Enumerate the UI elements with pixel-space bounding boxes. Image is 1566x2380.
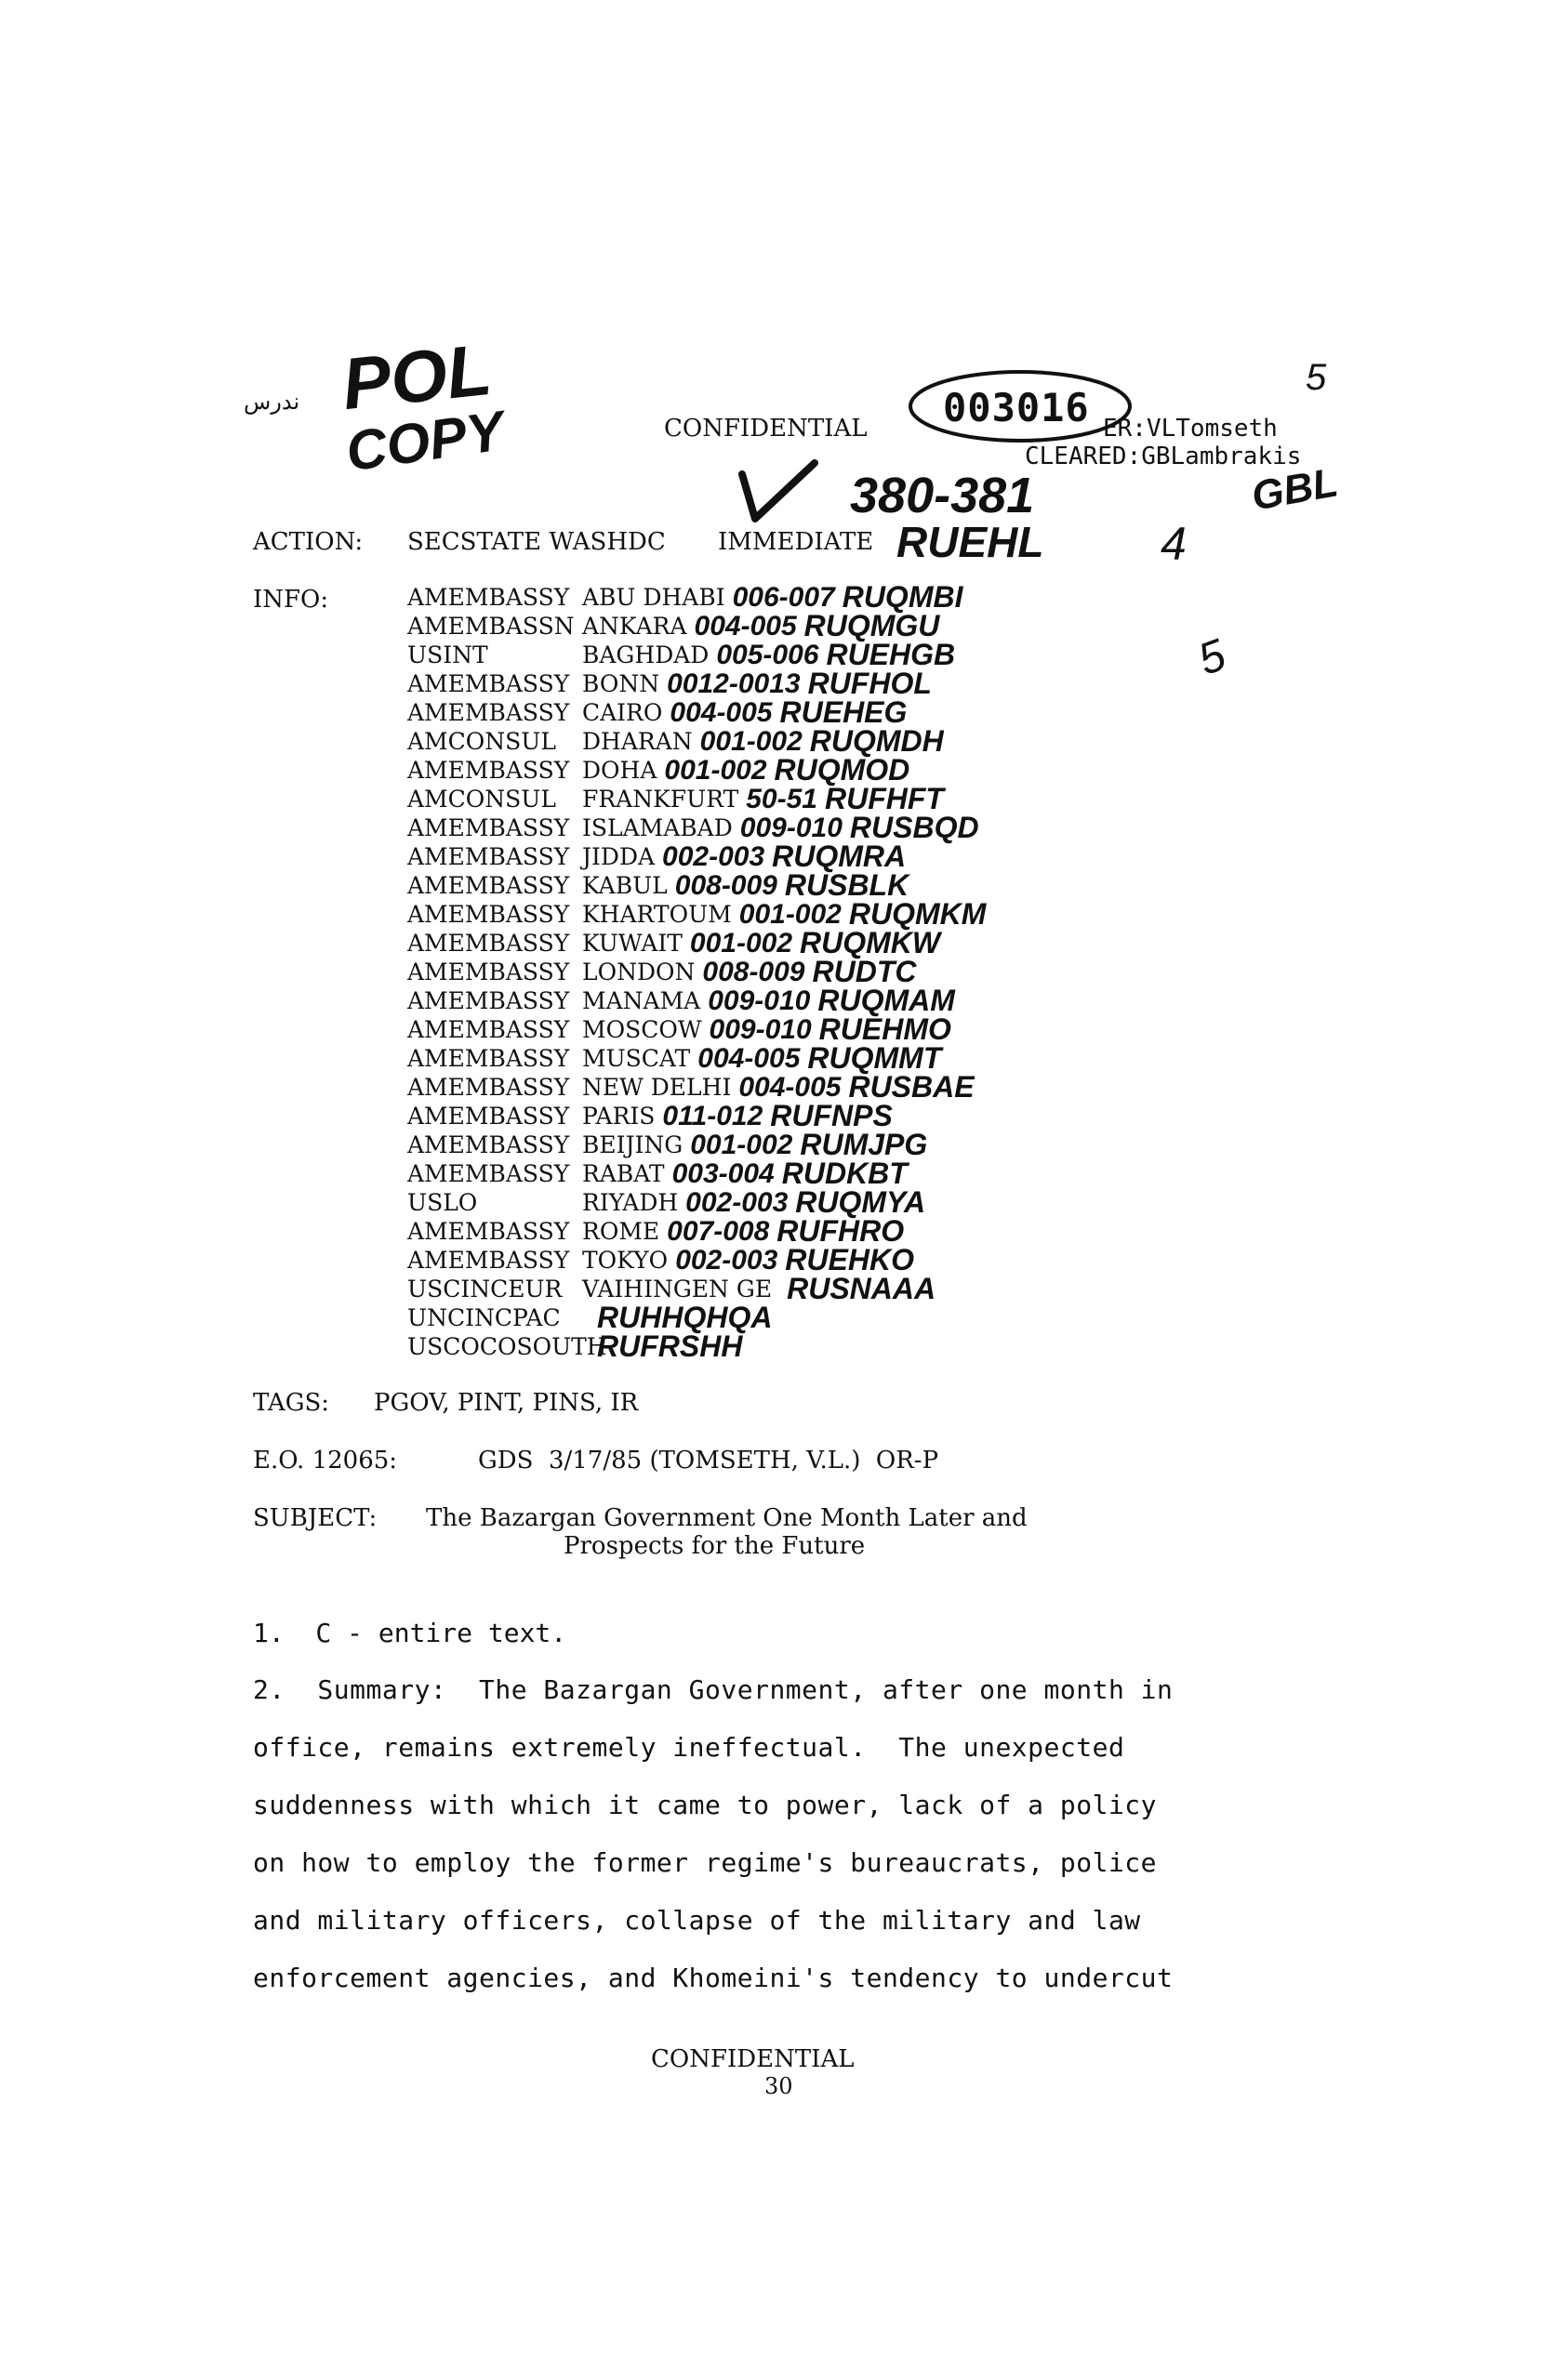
addressee-type: AMEMBASSY xyxy=(407,1045,570,1072)
addressee-city: NEW DELHI xyxy=(582,1074,732,1101)
handwritten-routing-indicator: RUEHMO xyxy=(818,1012,951,1046)
addressee-city: LONDON xyxy=(582,959,696,985)
info-addressee-row xyxy=(407,1303,1207,1332)
addressee-city: FRANKFURT xyxy=(582,786,739,813)
addressee-type: AMEMBASSY xyxy=(407,959,570,985)
handwritten-sequence-code: 002-003 xyxy=(662,840,765,872)
paragraph-line: and military officers, collapse of the military and law xyxy=(253,1904,1141,1936)
addressee-type: AMEMBASSY xyxy=(407,1247,570,1274)
addressee-city: RIYADH xyxy=(582,1189,679,1216)
info-addressee-row xyxy=(407,753,1207,787)
addressee-city: VAIHINGEN GE xyxy=(582,1276,773,1302)
paragraph-1: 1. C - entire text. xyxy=(253,1618,567,1648)
handwritten-sequence-code: 009-010 xyxy=(709,1013,812,1045)
paragraph-line: office, remains extremely ineffectual. The unexpected xyxy=(253,1731,1125,1763)
addressee-city: KHARTOUM xyxy=(582,901,732,928)
handwritten-telegram-range: 380-381 xyxy=(850,468,1035,523)
handwritten-top-left-mark: ندرس xyxy=(244,390,300,415)
handwritten-routing-indicator: RUSBLK xyxy=(784,868,909,902)
addressee-type: AMEMBASSY xyxy=(407,901,570,928)
handwritten-routing-indicator: RUFHRO xyxy=(776,1214,905,1248)
handwritten-routing-indicator: RUQMGU xyxy=(803,609,940,642)
info-addressee-row xyxy=(407,1130,1207,1159)
handwritten-sequence-code: 003-004 xyxy=(671,1157,775,1189)
handwritten-sequence-code: 005-006 xyxy=(716,639,819,670)
addressee-type: UNCINCPAC xyxy=(407,1304,561,1331)
page-number: 30 xyxy=(764,2073,793,2099)
info-addressee-row xyxy=(407,926,1207,959)
eo-value: GDS 3/17/85 (TOMSETH, V.L.) OR-P xyxy=(478,1447,939,1474)
handwritten-sequence-code: 001-002 xyxy=(690,1129,793,1160)
handwritten-routing-indicator: RUQMMT xyxy=(807,1041,942,1075)
addressee-type: USCOCOSOUTH xyxy=(407,1333,607,1360)
addressee-type: AMCONSUL xyxy=(407,728,556,755)
info-addressee-row xyxy=(407,580,1207,614)
handwritten-sequence-code: 0012-0013 xyxy=(667,668,801,699)
addressee-city: CAIRO xyxy=(582,699,663,726)
action-addressee: SECSTATE WASHDC xyxy=(407,528,666,556)
action-precedence: IMMEDIATE xyxy=(718,528,874,556)
addressee-type: USCINCEUR xyxy=(407,1276,563,1302)
info-addressee-row xyxy=(407,1272,1207,1305)
handwritten-sequence-code: 002-003 xyxy=(685,1186,789,1218)
addressee-city: BEIJING xyxy=(582,1131,683,1158)
drafter-line: ER:VLTomseth xyxy=(1103,415,1278,443)
info-addressee-row xyxy=(407,1243,1207,1276)
handwritten-routing-indicator: RUFRSHH xyxy=(597,1329,743,1363)
addressee-type: AMCONSUL xyxy=(407,786,556,813)
handwritten-sequence-code: 001-002 xyxy=(738,898,842,930)
addressee-type: AMEMBASSY xyxy=(407,699,570,726)
info-addressee-row xyxy=(407,724,1207,758)
cleared-line: CLEARED:GBLambrakis xyxy=(1025,443,1302,470)
addressee-city: DOHA xyxy=(582,757,657,784)
check-mark-icon xyxy=(737,457,820,524)
handwritten-routing-indicator: RUQMOD xyxy=(774,753,910,787)
footer-classification: CONFIDENTIAL xyxy=(651,2045,855,2073)
stamp-number: 003016 xyxy=(943,385,1090,430)
addressee-type: AMEMBASSY xyxy=(407,1131,570,1158)
handwritten-routing-indicator: RUQMKW xyxy=(800,926,941,959)
info-addressee-row xyxy=(407,1185,1207,1219)
handwritten-pol-label: POL xyxy=(338,327,496,426)
handwritten-sequence-code: 009-010 xyxy=(708,985,811,1016)
addressee-city: DHARAN xyxy=(582,728,693,755)
handwritten-routing-indicator: RUDKBT xyxy=(781,1157,908,1190)
info-addressee-row xyxy=(407,1214,1207,1248)
handwritten-routing-indicator: RUQMYA xyxy=(795,1185,926,1219)
handwritten-routing-indicator: RUFHOL xyxy=(807,667,932,700)
handwritten-sequence-code: 007-008 xyxy=(667,1215,770,1247)
handwritten-margin-number-4: 4 xyxy=(1161,518,1187,570)
handwritten-sequence-code: 50-51 xyxy=(746,783,817,814)
addressee-type: AMEMBASSY xyxy=(407,584,570,611)
handwritten-sequence-code: 004-005 xyxy=(670,696,773,728)
handwritten-sequence-code: 011-012 xyxy=(662,1100,763,1131)
addressee-city: JIDDA xyxy=(582,843,656,870)
handwritten-sequence-code: 001-002 xyxy=(664,754,767,786)
info-addressee-row xyxy=(407,1099,1207,1132)
paragraph-2 xyxy=(253,1660,1350,2006)
addressee-type: USINT xyxy=(407,641,488,668)
info-addressee-row xyxy=(407,1041,1207,1075)
handwritten-sequence-code: 004-005 xyxy=(738,1071,842,1103)
handwritten-routing-indicator: RUSBQD xyxy=(849,811,979,844)
subject-line-1: The Bazargan Government One Month Later and xyxy=(426,1504,1028,1532)
paragraph-line: 2. Summary: The Bazargan Government, after one month in xyxy=(253,1673,1174,1705)
info-addressee-row xyxy=(407,1329,1207,1363)
addressee-city: TOKYO xyxy=(582,1247,669,1274)
addressee-city: ABU DHABI xyxy=(582,584,725,611)
info-addressee-row xyxy=(407,842,1207,871)
addressee-type: AMEMBASSY xyxy=(407,1103,570,1130)
addressee-city: MUSCAT xyxy=(582,1045,691,1072)
handwritten-sequence-code: 008-009 xyxy=(702,956,805,987)
header-classification: CONFIDENTIAL xyxy=(664,415,868,443)
addressee-city: ISLAMABAD xyxy=(582,814,733,841)
addressee-type: AMEMBASSN xyxy=(407,613,575,640)
action-label: ACTION: xyxy=(253,528,364,556)
info-addressee-row xyxy=(407,782,1207,815)
info-addressee-list xyxy=(407,580,1207,1363)
addressee-type: AMEMBASSY xyxy=(407,757,570,784)
handwritten-routing-indicator: RUQMRA xyxy=(772,840,907,873)
addressee-type: AMEMBASSY xyxy=(407,1218,570,1245)
handwritten-routing-indicator: RUMJPG xyxy=(800,1128,928,1161)
info-addressee-row xyxy=(407,897,1207,931)
info-addressee-row xyxy=(407,955,1207,988)
handwritten-routing-indicator: RUQMKM xyxy=(848,897,987,931)
handwritten-sequence-code: 009-010 xyxy=(739,812,843,843)
addressee-city: BAGHDAD xyxy=(582,641,710,668)
eo-label: E.O. 12065: xyxy=(253,1447,398,1474)
info-addressee-row xyxy=(407,1012,1207,1046)
addressee-type: AMEMBASSY xyxy=(407,814,570,841)
handwritten-sequence-code: 001-002 xyxy=(689,927,793,959)
paragraph-line: suddenness with which it came to power, lack of a policy xyxy=(253,1789,1158,1820)
info-addressee-row xyxy=(407,638,1207,671)
subject-label: SUBJECT: xyxy=(253,1504,378,1532)
info-addressee-row xyxy=(407,813,1207,842)
subject-line-2: Prospects for the Future xyxy=(564,1532,866,1560)
info-addressee-row xyxy=(407,1070,1207,1104)
handwritten-routing-indicator: RUQMAM xyxy=(817,984,955,1017)
addressee-type: AMEMBASSY xyxy=(407,987,570,1014)
addressee-city: BONN xyxy=(582,670,660,697)
handwritten-routing-indicator: RUSNAAA xyxy=(787,1272,936,1305)
addressee-city: ANKARA xyxy=(582,613,687,640)
addressee-city: KUWAIT xyxy=(582,930,683,957)
addressee-city: KABUL xyxy=(582,872,668,899)
handwritten-sequence-code: 004-005 xyxy=(697,1042,801,1074)
addressee-city: MOSCOW xyxy=(582,1016,702,1043)
handwritten-sequence-code: 002-003 xyxy=(675,1244,778,1276)
handwritten-routing-indicator: RUHHQHQA xyxy=(597,1301,773,1334)
addressee-type: USLO xyxy=(407,1189,478,1216)
handwritten-routing-indicator: RUQMBI xyxy=(842,580,963,614)
addressee-city: RABAT xyxy=(582,1160,665,1187)
handwritten-routing-indicator: RUEHGB xyxy=(826,638,956,671)
handwritten-routing-indicator: RUFHFT xyxy=(824,782,944,815)
addressee-type: AMEMBASSY xyxy=(407,1016,570,1043)
handwritten-sequence-code: 004-005 xyxy=(694,610,797,641)
paragraph-line: on how to employ the former regime's bureaucrats, police xyxy=(253,1846,1158,1878)
handwritten-sequence-code: 006-007 xyxy=(732,581,835,613)
handwritten-routing-indicator: RUEHEG xyxy=(779,695,908,729)
addressee-type: AMEMBASSY xyxy=(407,872,570,899)
handwritten-margin-number-top: 5 xyxy=(1306,357,1327,398)
addressee-type: AMEMBASSY xyxy=(407,843,570,870)
handwritten-initials: GBL xyxy=(1248,459,1342,520)
info-addressee-row xyxy=(407,609,1207,642)
handwritten-routing-indicator: RUQMDH xyxy=(809,724,944,758)
handwritten-routing-indicator: RUSBAE xyxy=(848,1070,975,1104)
addressee-type: AMEMBASSY xyxy=(407,670,570,697)
handwritten-sequence-code: 008-009 xyxy=(674,869,777,901)
handwritten-routing-indicator: RUEHKO xyxy=(785,1243,914,1276)
addressee-type: AMEMBASSY xyxy=(407,930,570,957)
info-addressee-row xyxy=(407,868,1207,902)
paragraph-line: enforcement agencies, and Khomeini's tendency to undercut xyxy=(253,1962,1174,1993)
addressee-type: AMEMBASSY xyxy=(407,1160,570,1187)
info-addressee-row xyxy=(407,986,1207,1015)
handwritten-action-routing: RUEHL xyxy=(896,518,1044,566)
handwritten-copy-label: COPY xyxy=(342,399,508,483)
info-addressee-row xyxy=(407,669,1207,698)
handwritten-margin-number-mid: 5 xyxy=(1191,630,1232,685)
addressee-city: ROME xyxy=(582,1218,660,1245)
addressee-city: PARIS xyxy=(582,1103,656,1130)
handwritten-sequence-code: 001-002 xyxy=(699,725,803,757)
addressee-type: AMEMBASSY xyxy=(407,1074,570,1101)
info-addressee-row xyxy=(407,1159,1207,1188)
info-addressee-row xyxy=(407,695,1207,729)
handwritten-routing-indicator: RUDTC xyxy=(812,955,917,988)
addressee-city: MANAMA xyxy=(582,987,701,1014)
info-label: INFO: xyxy=(253,586,329,614)
handwritten-routing-indicator: RUFNPS xyxy=(770,1099,893,1132)
tags-label: TAGS: xyxy=(253,1389,330,1417)
tags-value: PGOV, PINT, PINS, IR xyxy=(374,1389,639,1417)
